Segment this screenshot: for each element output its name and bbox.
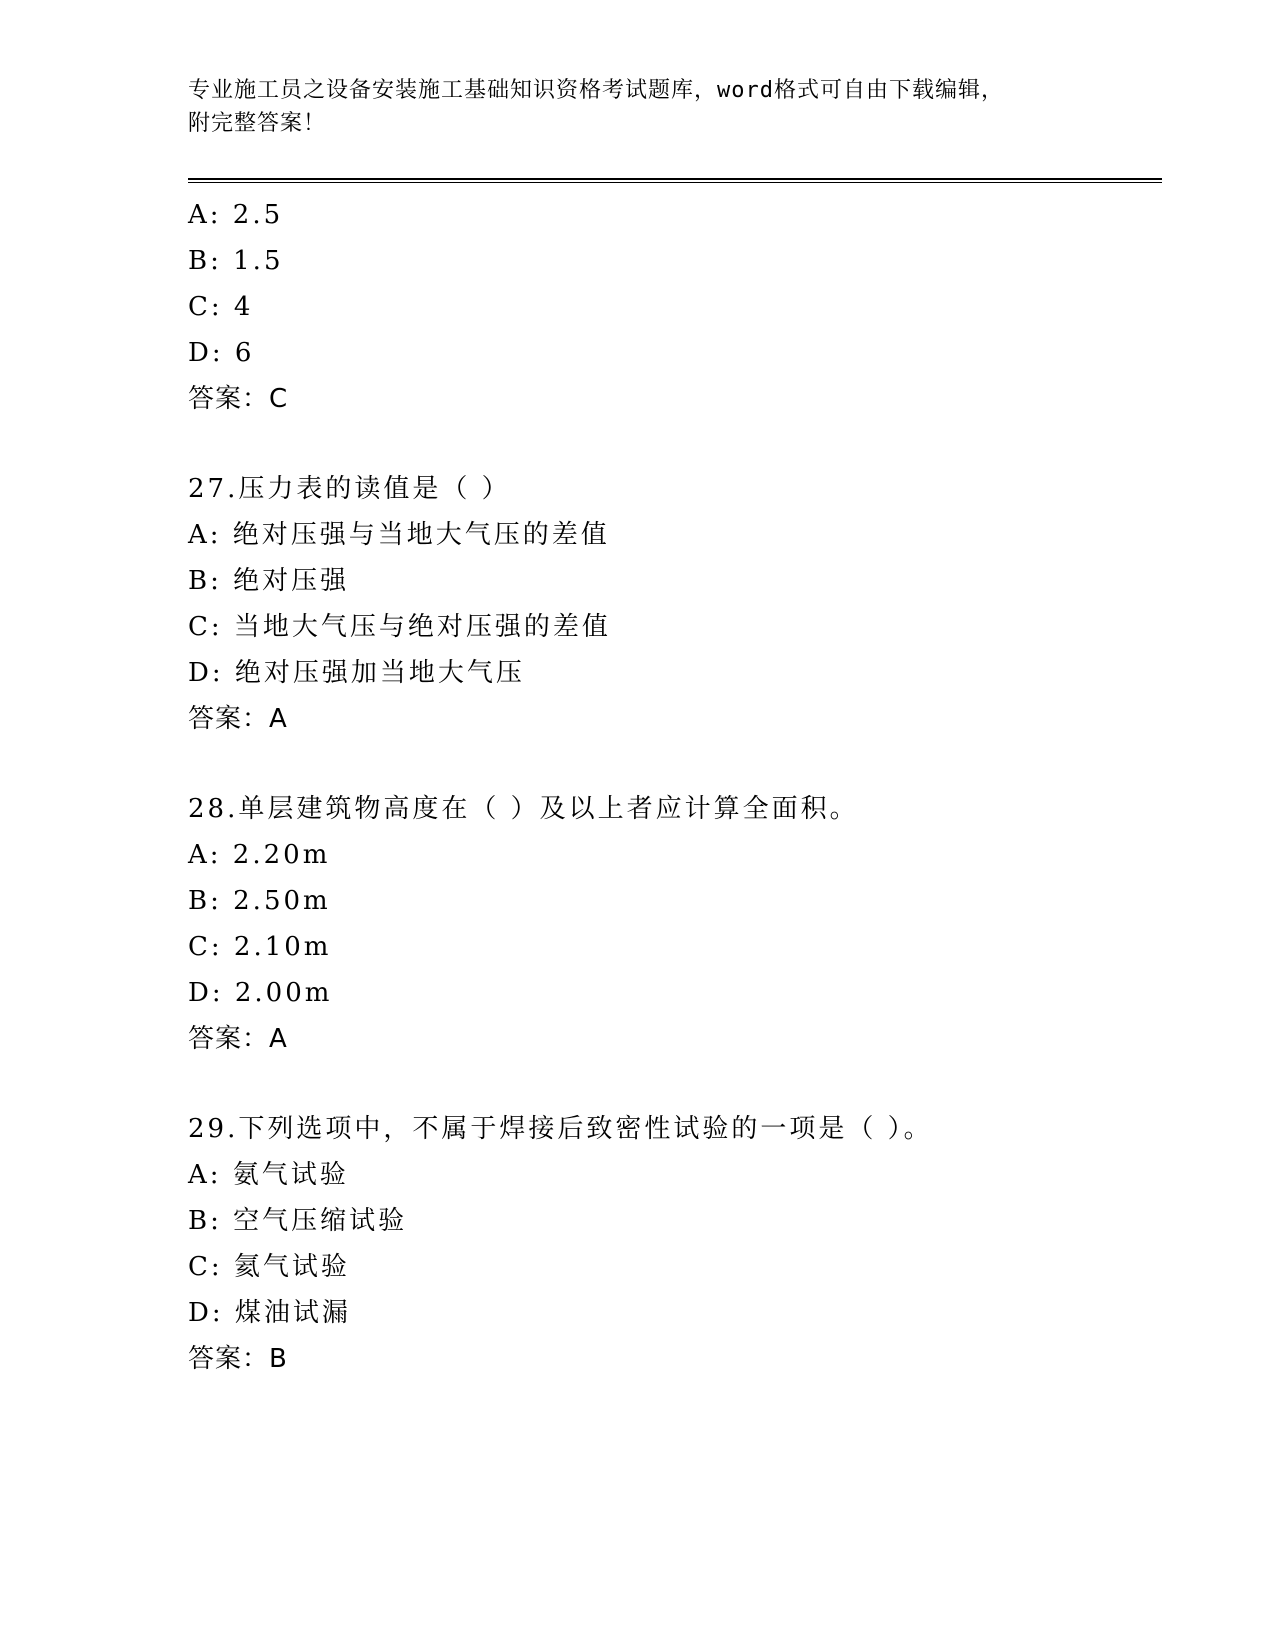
option-d: D: 煤油试漏 — [188, 1298, 351, 1328]
question-26-tail — [188, 192, 1148, 422]
option-d: D: 2.00m — [188, 978, 333, 1008]
question-stem: 27.压力表的读值是（ ） — [188, 474, 511, 504]
header-line-2: 附完整答案！ — [188, 111, 327, 136]
option-d: D: 6 — [188, 338, 255, 368]
option-c: C: 2.10m — [188, 932, 332, 962]
spacer — [188, 1062, 1148, 1106]
question-28 — [188, 786, 1148, 1062]
answer: 答案：A — [188, 1024, 288, 1054]
option-b: B: 1.5 — [188, 246, 284, 276]
option-b: B: 空气压缩试验 — [188, 1206, 408, 1236]
question-27 — [188, 466, 1148, 742]
option-b: B: 2.50m — [188, 886, 331, 916]
option-c: C: 4 — [188, 292, 254, 322]
question-stem: 29.下列选项中，不属于焊接后致密性试验的一项是（ ）。 — [188, 1114, 933, 1144]
option-d: D: 绝对压强加当地大气压 — [188, 658, 525, 688]
spacer — [188, 422, 1148, 466]
option-b: B: 绝对压强 — [188, 566, 350, 596]
header-line-1: 专业施工员之设备安装施工基础知识资格考试题库，word格式可自由下载编辑， — [188, 78, 1004, 103]
option-a: A: 2.5 — [188, 200, 284, 230]
option-a: A: 氨气试验 — [188, 1160, 349, 1190]
answer: 答案：A — [188, 704, 288, 734]
document-header — [188, 74, 1088, 140]
answer: 答案：B — [188, 1344, 288, 1374]
question-29 — [188, 1106, 1148, 1382]
answer: 答案：C — [188, 384, 289, 414]
option-a: A: 2.20m — [188, 840, 331, 870]
header-divider-thin — [188, 182, 1162, 183]
option-c: C: 氦气试验 — [188, 1252, 350, 1282]
option-a: A: 绝对压强与当地大气压的差值 — [188, 520, 610, 550]
header-divider-thick — [188, 178, 1162, 180]
question-stem: 28.单层建筑物高度在（ ）及以上者应计算全面积。 — [188, 794, 859, 824]
option-c: C: 当地大气压与绝对压强的差值 — [188, 612, 611, 642]
question-list — [188, 192, 1148, 1382]
spacer — [188, 742, 1148, 786]
